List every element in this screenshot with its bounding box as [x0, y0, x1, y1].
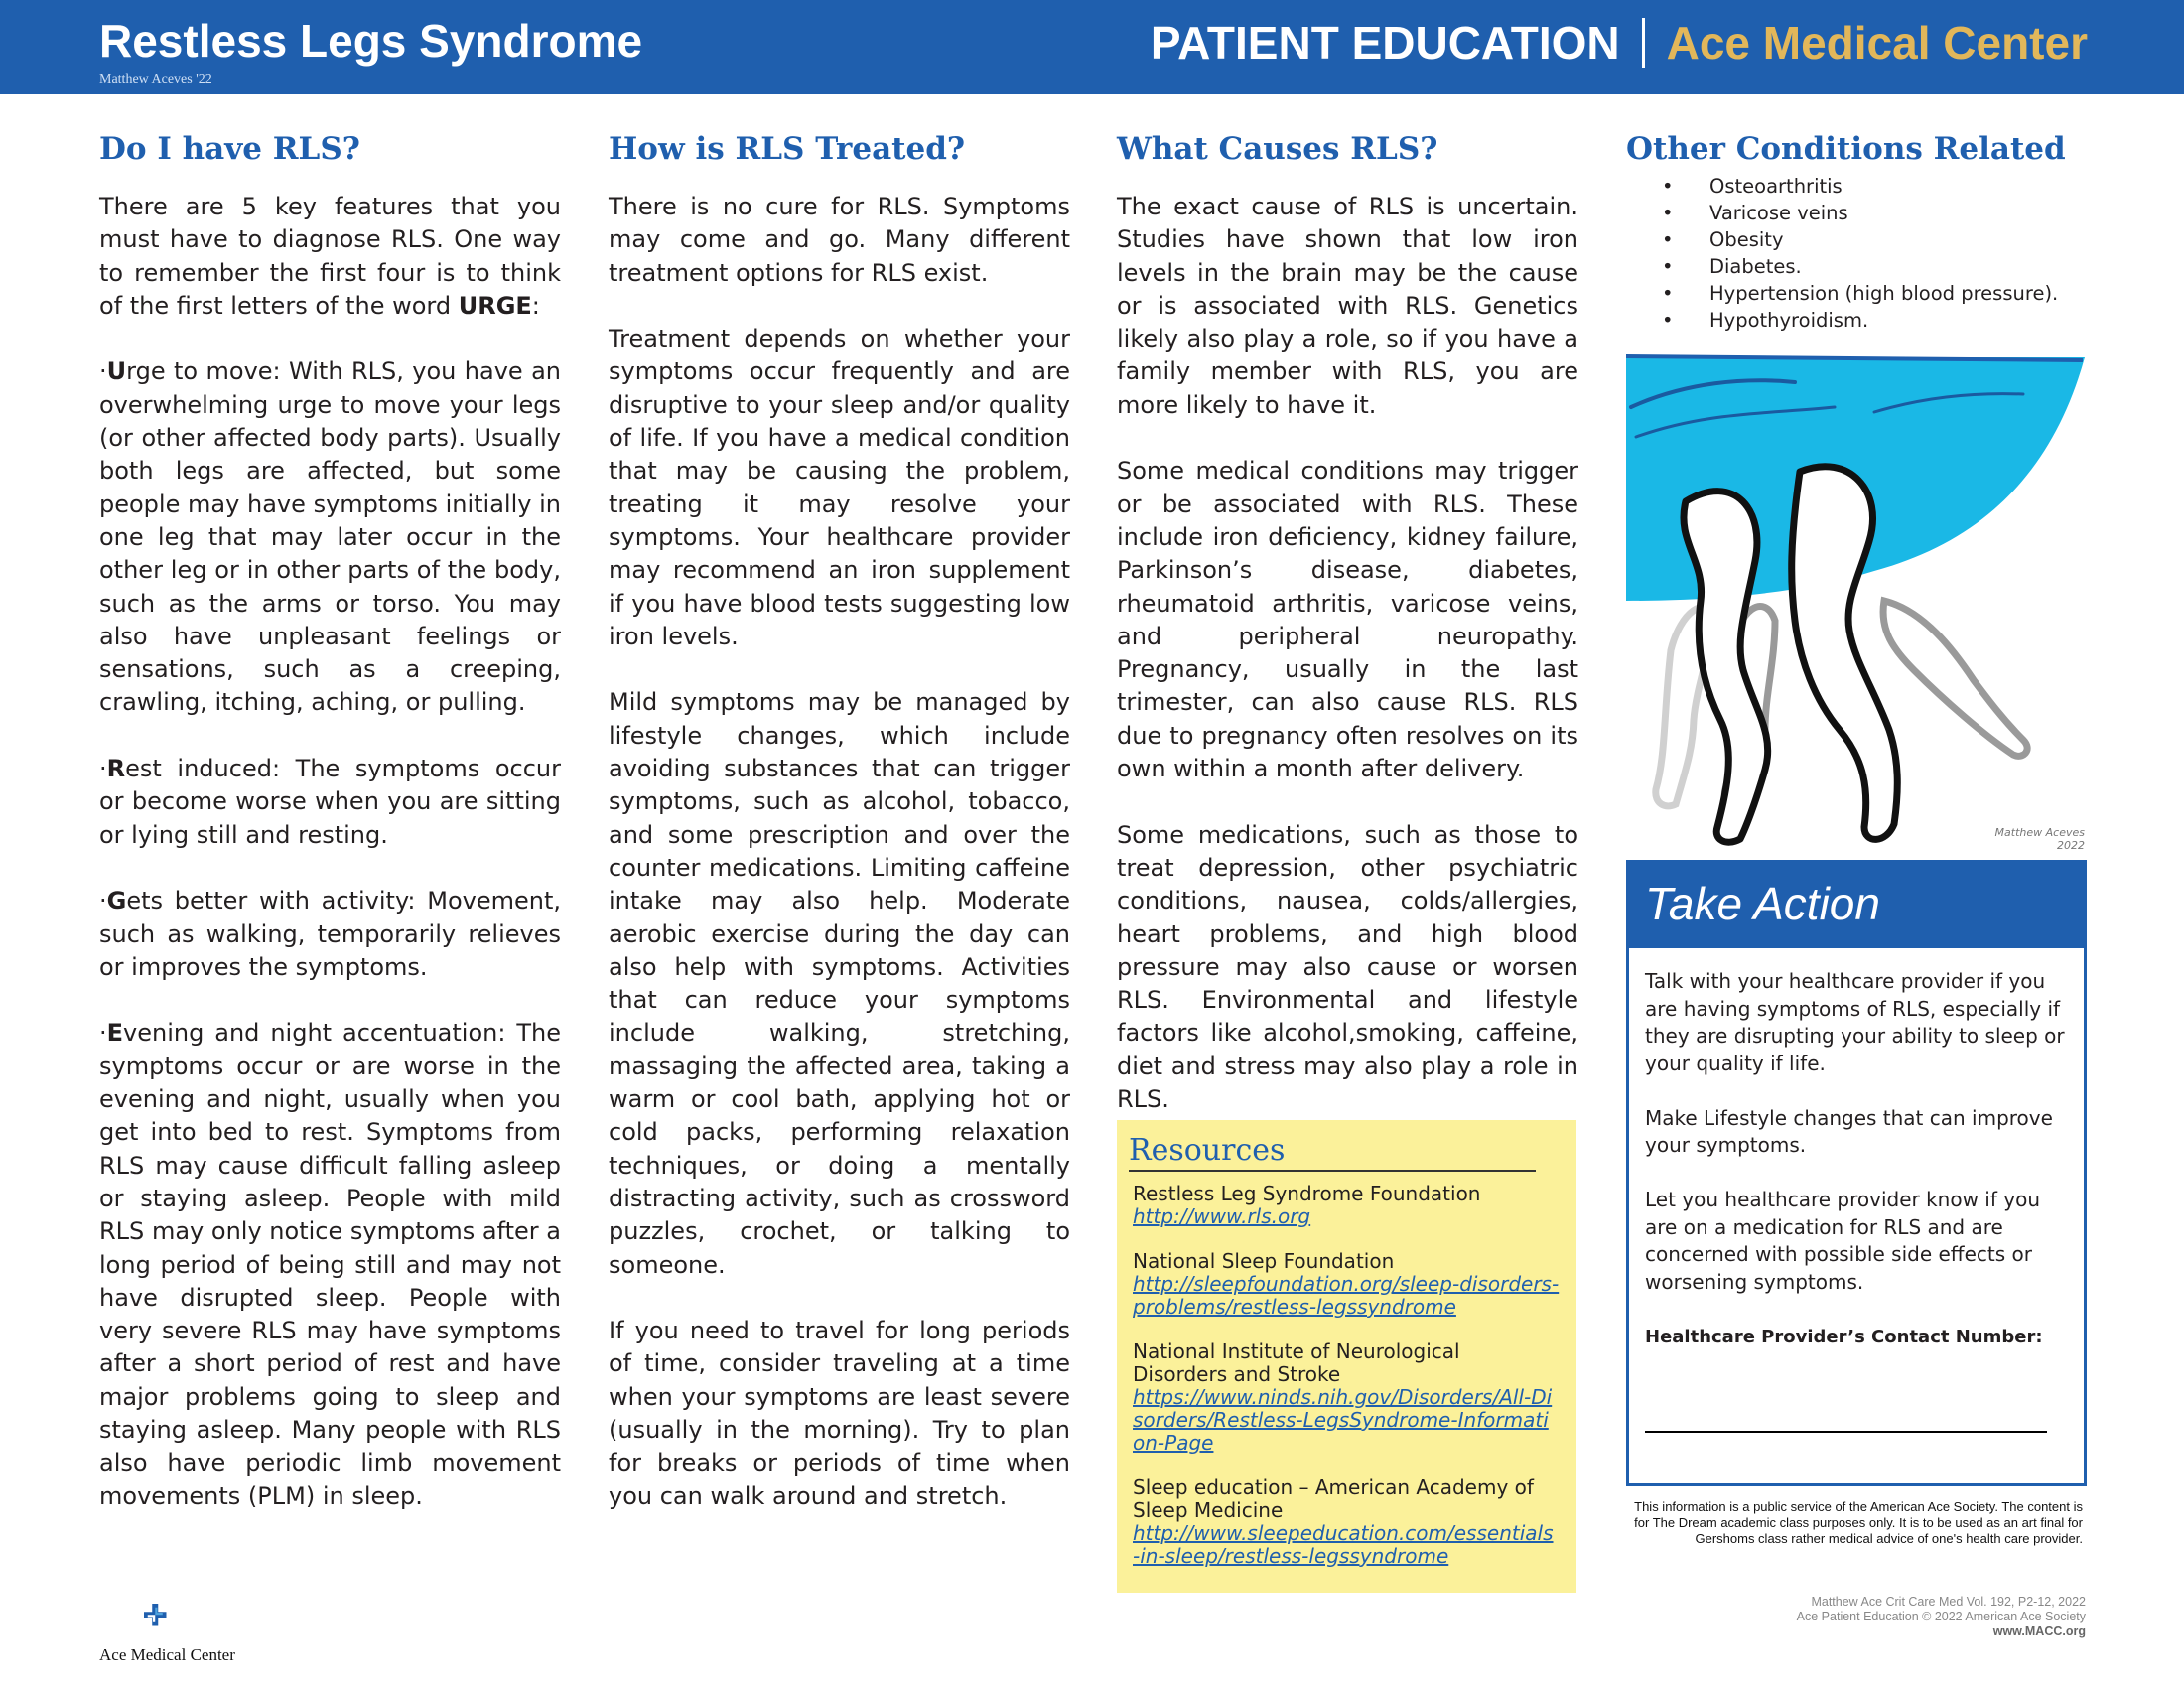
take-action-paragraph: Make Lifestyle changes that can improve your symptoms. — [1645, 1105, 2053, 1157]
section-label: PATIENT EDUCATION — [1150, 17, 1620, 69]
resource-item — [1133, 1250, 1560, 1319]
feature-evening — [99, 1017, 561, 1512]
resource-item — [1133, 1183, 1560, 1228]
take-action-title: Take Action — [1645, 878, 1880, 929]
resources-divider — [1129, 1170, 1536, 1172]
footer-website: www.MACC.org — [1992, 1624, 2086, 1638]
urge-word: URGE — [458, 291, 532, 320]
intro-text: There are 5 key features that you must have to diagnose RLS. One way to remember the first four is to think of the first letters of the word — [99, 193, 561, 320]
logo-label: Ace Medical Center — [99, 1645, 235, 1664]
treatment-paragraph: If you need to travel for long periods of time, consider traveling at a time when your symptoms are least severe (usually in the morning). Try to plan for breaks or periods of time when you can walk around and stretch. — [609, 1317, 1070, 1510]
disclaimer-text: This information is a public service of the American Ace Society. The content is for The Dream academic class purposes only. It is to be used as an art final for Gershoms class rather medical advice of one's health care provider. — [1634, 1499, 2083, 1546]
restless-legs-illustration — [1626, 352, 2085, 854]
feature-urge — [99, 355, 561, 719]
feature-text: vening and night accentuation: The symptoms occur or are worse in the evening and night, usually when you get into bed to rest. Symptoms from RLS may cause difficult falling asleep or staying asleep. People with mild RLS may only notice symptoms after a long period of being still and may not have disrupted sleep. People with very severe RLS may have symptoms after a short period of rest and have major problems going to sleep and staying asleep. Many people with RLS also have periodic limb movement movements (PLM) in sleep. — [99, 1019, 561, 1510]
causes-paragraph: Some medical conditions may trigger or be associated with RLS. These include iron deficiency, kidney failure, Parkinson’s disease, diabetes, rheumatoid arthritis, varicose veins, and peripheral neuropathy. Pregnancy, usually in the last trimester, can also cause RLS. RLS due to pregnancy often resolves on its own within a month after delivery. — [1117, 457, 1578, 783]
bullet-dot: · — [99, 357, 107, 386]
contact-number-label: Healthcare Provider’s Contact Number: — [1645, 1326, 2043, 1347]
take-action-header — [1629, 863, 2084, 948]
header-right — [1151, 18, 2088, 68]
resources-list — [1133, 1183, 1560, 1590]
bullet-dot: · — [99, 1019, 107, 1048]
resources-box — [1117, 1120, 1576, 1593]
condition-item: • Hypothyroidism. — [1626, 307, 2085, 334]
feature-text: ets better with activity: Movement, such as walking, temporarily relieves or improves the symptoms. — [99, 887, 561, 981]
author-credit: Matthew Aceves '22 — [99, 72, 212, 87]
footer-line: Ace Patient Education © 2022 American Ace Society — [1796, 1610, 2086, 1623]
treatment-paragraph: Treatment depends on whether your symptoms occur frequently and are disruptive to your sleep and/or quality of life. If you have a medical condition that may be causing the problem, treating it may resolve your symptoms. Your healthcare provider may recommend an iron supplement if you have blood tests suggesting low iron levels. — [609, 325, 1070, 650]
bullet-dot: · — [99, 887, 107, 915]
take-action-box — [1626, 860, 2087, 1486]
resource-link[interactable]: http://sleepfoundation.org/sleep-disorders-problems/restless-legssyndrome — [1133, 1272, 1560, 1319]
column-other-conditions — [1626, 127, 2085, 334]
leg-left — [1684, 492, 1768, 843]
resource-name: National Institute of Neurological Disorders and Stroke — [1133, 1339, 1460, 1386]
condition-item: • Varicose veins — [1626, 200, 2085, 226]
intro-paragraph — [99, 191, 561, 323]
header-bar — [0, 0, 2184, 94]
causes-paragraph: The exact cause of RLS is uncertain. Studies have shown that low iron levels in the brain may be the cause or is associated with RLS. Genetics likely also play a role, so if you have a family member with RLS, you are more likely to have it. — [1117, 193, 1578, 419]
feature-letter: E — [106, 1019, 124, 1048]
illustration-credit-name: Matthew Aceves — [1994, 826, 2085, 839]
footer-line: Matthew Ace Crit Care Med Vol. 192, P2-12, 2022 — [1811, 1595, 2086, 1609]
feature-letter: R — [106, 755, 126, 783]
org-name: Ace Medical Center — [1666, 17, 2088, 69]
page-title: Restless Legs Syndrome — [99, 15, 643, 67]
heading-other-conditions: Other Conditions Related — [1626, 131, 2066, 167]
column-what-causes — [1117, 127, 1578, 1150]
take-action-paragraph: Talk with your healthcare provider if you are having symptoms of RLS, especially if they are disrupting your ability to sleep or your quality if life. — [1645, 969, 2065, 1075]
ghost-leg-dark — [1883, 601, 2027, 756]
heading-do-i-have-rls: Do I have RLS? — [99, 131, 360, 167]
treatment-paragraph: There is no cure for RLS. Symptoms may come and go. Many different treatment options for RLS exist. — [609, 193, 1070, 287]
resources-title: Resources — [1129, 1133, 1286, 1168]
causes-paragraph: Some medications, such as those to treat depression, other psychiatric conditions, nausea, colds/allergies, heart problems, and high blood pressure may also cause or worsen RLS. Environmental and lifestyle factors like alcohol,smoking, caffeine, diet and stress may also play a role in RLS. — [1117, 820, 1578, 1114]
column-do-i-have-rls — [99, 127, 561, 1546]
illustration-credit — [1995, 826, 2085, 852]
column-how-treated — [609, 127, 1070, 1546]
resource-name: Restless Leg Syndrome Foundation — [1133, 1182, 1481, 1205]
resource-link[interactable]: https://www.ninds.nih.gov/Disorders/All-Disorders/Restless-LegsSyndrome-Information-Page — [1133, 1385, 1553, 1455]
feature-rest — [99, 753, 561, 852]
condition-item: • Diabetes. — [1626, 253, 2085, 280]
illustration-credit-year: 2022 — [2057, 839, 2085, 852]
bullet-dot: · — [99, 755, 107, 783]
feature-text: rge to move: With RLS, you have an overwhelming urge to move your legs (or other affected body parts). Usually both legs are affected, but some people may have symptoms initially in one leg that may later occur in the other leg or in other parts of the body, such as the arms or torso. You may also have unpleasant feelings or sensations, such as a creeping, crawling, itching, aching, or pulling. — [99, 357, 561, 717]
feature-letter: U — [106, 357, 127, 386]
resource-item — [1133, 1477, 1560, 1568]
take-action-paragraph: Let you healthcare provider know if you are on a medication for RLS and are concerned with possible side effects or worsening symptoms. — [1645, 1188, 2041, 1294]
treatment-paragraph: Mild symptoms may be managed by lifestyle changes, which include avoiding substances that can trigger symptoms, such as alcohol, tobacco, and some prescription and over the counter medications. Limiting caffeine intake may also help. Moderate aerobic exercise during the day can also help with symptoms. Activities that can reduce your symptoms include walking, stretching, massaging the affected area, taking a warm or cool bath, applying hot or cold packs, performing relaxation techniques, or doing a mentally distracting activity, such as crossword puzzles, crochet, or talking to someone. — [609, 688, 1070, 1279]
resource-name: Sleep education – American Academy of Sleep Medicine — [1133, 1476, 1534, 1522]
take-action-body — [1629, 948, 2084, 1350]
footer-citation — [1797, 1595, 2086, 1639]
header-divider — [1642, 18, 1645, 68]
heading-what-causes-rls: What Causes RLS? — [1117, 131, 1438, 167]
feature-gets-better — [99, 885, 561, 984]
contact-number-line[interactable] — [1645, 1431, 2047, 1433]
resource-link[interactable]: http://www.sleepeducation.com/essentials-in-sleep/restless-legssyndrome — [1133, 1521, 1554, 1568]
condition-item: • Obesity — [1626, 226, 2085, 253]
heading-how-is-rls-treated: How is RLS Treated? — [609, 131, 966, 167]
resource-name: National Sleep Foundation — [1133, 1249, 1395, 1273]
feature-text: est induced: The symptoms occur or become worse when you are sitting or lying still and resting. — [99, 755, 561, 849]
feature-letter: G — [106, 887, 127, 915]
medical-cross-logo-icon — [144, 1589, 204, 1648]
condition-item: • Osteoarthritis — [1626, 173, 2085, 200]
conditions-list — [1626, 173, 2085, 334]
resource-item — [1133, 1340, 1560, 1455]
intro-end: : — [531, 291, 540, 320]
resource-link[interactable]: http://www.rls.org — [1133, 1204, 1311, 1228]
condition-item: • Hypertension (high blood pressure). — [1626, 280, 2085, 307]
